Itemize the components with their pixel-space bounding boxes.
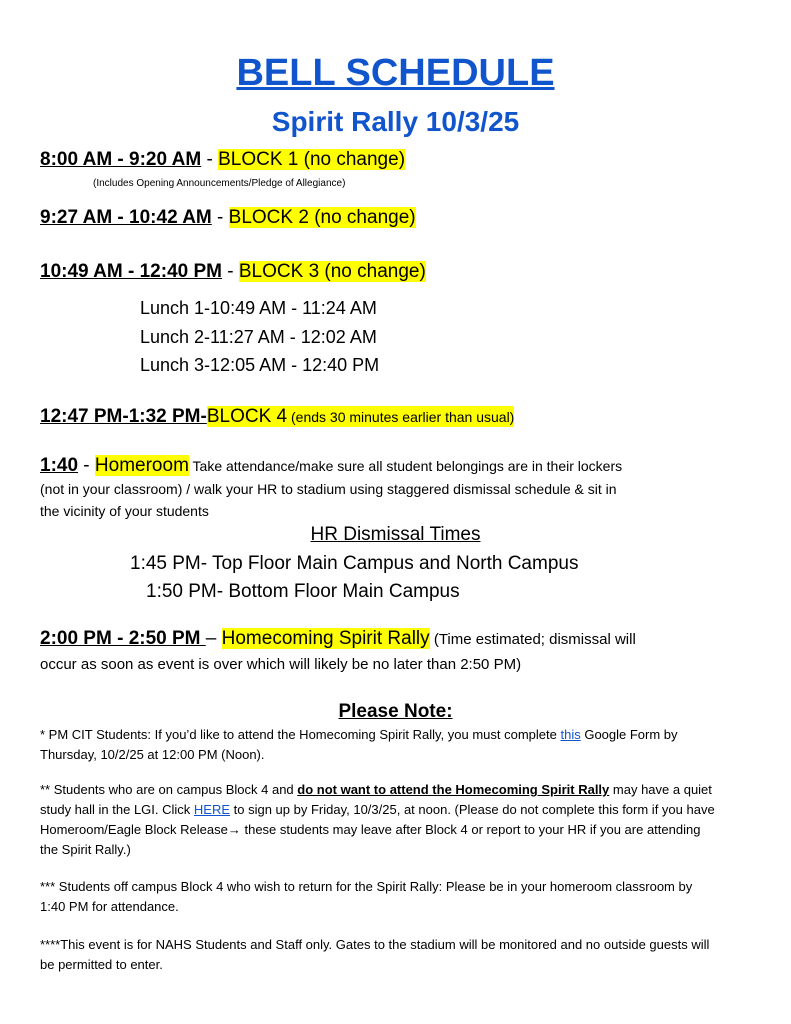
block-4-row: 12:47 PM-1:32 PM-BLOCK 4 (ends 30 minutes earlier than usual) — [40, 406, 515, 427]
homeroom-text-3: the vicinity of your students — [40, 503, 209, 519]
page-title: BELL SCHEDULE — [236, 52, 555, 94]
note-4: ****This event is for NAHS Students and Staff only. Gates to the stadium will be monitored and no outside guests will be permitted to enter. — [40, 937, 710, 972]
homeroom-row: 1:40 - Homeroom Take attendance/make sure all student belongings are in their lockers — [40, 455, 623, 476]
note-1: * PM CIT Students: If you’d like to attend the Homecoming Spirit Rally, you must complete this Google Form by Thursday, 10/2/25 at 12:00 PM (Noon). — [40, 727, 678, 762]
note-2: ** Students who are on campus Block 4 and do not want to attend the Homecoming Spirit Rally may have a quiet study hall in the LGI. Click HERE to sign up by Friday, 10/3/25, at noon. (Please do not complete this form if you have Homeroom/Eagle Block Release→ these students may leave after Block 4 or report to your HR if you are attending the Spirit Rally.) — [40, 782, 715, 857]
notes-heading: Please Note: — [338, 701, 453, 722]
dismissal-item-1: 1:45 PM- Top Floor Main Campus and North Campus — [130, 553, 579, 574]
rally-row: 2:00 PM - 2:50 PM – Homecoming Spirit Rally (Time estimated; dismissal will — [40, 628, 636, 649]
block-3-row: 10:49 AM - 12:40 PM - BLOCK 3 (no change) — [40, 261, 426, 282]
study-hall-signup-link[interactable]: HERE — [193, 802, 231, 817]
block-1-note: (Includes Opening Announcements/Pledge of Allegiance) — [93, 178, 346, 189]
note-3: *** Students off campus Block 4 who wish to return for the Spirit Rally: Please be in your homeroom classroom by 1:40 PM for attendance. — [40, 879, 693, 914]
page-subtitle: Spirit Rally 10/3/25 — [271, 106, 520, 137]
lunch-3: Lunch 3-12:05 AM - 12:40 PM — [140, 355, 380, 375]
google-form-link[interactable]: this — [560, 727, 581, 742]
block-2-row: 9:27 AM - 10:42 AM - BLOCK 2 (no change) — [40, 207, 416, 228]
homeroom-text-2: (not in your classroom) / walk your HR to stadium using staggered dismissal schedule & sit in — [40, 481, 617, 497]
block-1-row: 8:00 AM - 9:20 AM - BLOCK 1 (no change) — [40, 149, 406, 170]
lunch-1: Lunch 1-10:49 AM - 11:24 AM — [140, 298, 377, 318]
rally-text-2: occur as soon as event is over which will likely be no later than 2:50 PM) — [40, 656, 522, 673]
dismissal-item-2: 1:50 PM- Bottom Floor Main Campus — [146, 581, 460, 602]
dismissal-heading: HR Dismissal Times — [310, 524, 481, 545]
lunch-2: Lunch 2-11:27 AM - 12:02 AM — [140, 327, 377, 347]
